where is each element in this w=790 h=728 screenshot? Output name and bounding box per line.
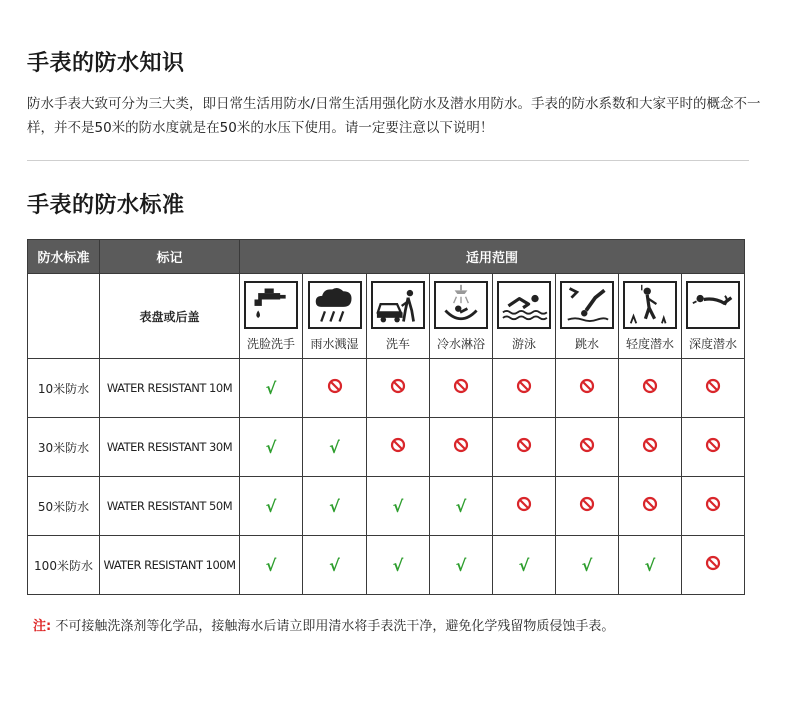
standard-title: 手表的防水标准 xyxy=(27,193,185,218)
activity-cell xyxy=(619,274,682,359)
activity-label: 雨水溅湿 xyxy=(310,337,359,351)
check-mark-icon: √ xyxy=(265,496,277,516)
table-row xyxy=(28,418,745,477)
standard-cell: 10米防水 xyxy=(28,359,100,418)
status-cell xyxy=(430,359,493,418)
no-symbol-icon xyxy=(705,378,721,398)
status-cell xyxy=(556,418,619,477)
header-row xyxy=(28,240,745,274)
check-mark-icon: √ xyxy=(329,496,340,516)
no-symbol-icon xyxy=(642,496,658,516)
no-symbol-icon xyxy=(705,496,721,516)
mark-placeholder: 表盘或后盖 xyxy=(100,274,240,359)
activity-label: 跳水 xyxy=(574,337,599,351)
status-cell xyxy=(682,536,745,595)
intro-paragraph: 防水手表大致可分为三大类，即日常生活用防水/日常生活用强化防水及潜水用防水。手表的防水系数和大家平时的概念不一样，并不是50米的防水度就是在50米的水压下使用。请一定要注意以下说明！ xyxy=(27,96,761,136)
faucet-icon xyxy=(244,281,298,329)
status-cell xyxy=(240,359,303,418)
no-symbol-icon xyxy=(453,378,469,398)
status-cell xyxy=(303,477,367,536)
no-symbol-icon xyxy=(390,378,406,398)
status-cell xyxy=(303,359,367,418)
no-symbol-icon xyxy=(705,555,721,575)
activity-cell xyxy=(240,274,303,359)
activity-label: 深度潜水 xyxy=(688,337,737,351)
knowledge-title: 手表的防水知识 xyxy=(27,51,185,76)
check-mark-icon: √ xyxy=(644,555,656,575)
activity-cell xyxy=(430,274,493,359)
no-symbol-icon xyxy=(516,437,532,457)
mark-cell: WATER RESISTANT 50M xyxy=(100,477,240,536)
check-mark-icon: √ xyxy=(265,437,277,457)
no-symbol-icon xyxy=(642,437,658,457)
header-scope: 适用范围 xyxy=(240,240,745,274)
status-cell xyxy=(493,536,556,595)
status-cell xyxy=(303,536,367,595)
check-mark-icon: √ xyxy=(581,555,593,575)
status-cell xyxy=(303,418,367,477)
table-row xyxy=(28,359,745,418)
status-cell xyxy=(367,477,430,536)
activity-label: 冷水淋浴 xyxy=(436,337,485,351)
no-symbol-icon xyxy=(705,437,721,457)
status-cell xyxy=(682,418,745,477)
activity-label: 轻度潜水 xyxy=(625,337,674,351)
no-symbol-icon xyxy=(579,378,595,398)
mark-cell: WATER RESISTANT 30M xyxy=(100,418,240,477)
check-mark-icon: √ xyxy=(455,555,467,575)
empty-standard-cell xyxy=(28,274,100,359)
no-symbol-icon xyxy=(390,437,406,457)
table-row xyxy=(28,536,745,595)
no-symbol-icon xyxy=(516,378,532,398)
mark-cell: WATER RESISTANT 10M xyxy=(100,359,240,418)
status-cell xyxy=(240,536,303,595)
no-symbol-icon xyxy=(579,496,595,516)
status-cell xyxy=(682,359,745,418)
status-cell xyxy=(619,536,682,595)
status-cell xyxy=(493,418,556,477)
status-cell xyxy=(367,536,430,595)
no-symbol-icon xyxy=(642,378,658,398)
no-symbol-icon xyxy=(327,378,343,398)
standard-cell: 100米防水 xyxy=(28,536,100,595)
activity-cell xyxy=(367,274,430,359)
header-mark: 标记 xyxy=(100,240,240,274)
status-cell xyxy=(619,477,682,536)
note-label: 注: xyxy=(33,619,52,634)
check-mark-icon: √ xyxy=(455,496,467,516)
activity-cell xyxy=(303,274,367,359)
status-cell xyxy=(367,359,430,418)
water-resistance-table xyxy=(27,239,745,595)
status-cell xyxy=(493,359,556,418)
shower-icon xyxy=(434,281,488,329)
status-cell xyxy=(556,359,619,418)
standard-cell: 50米防水 xyxy=(28,477,100,536)
status-cell xyxy=(430,536,493,595)
activity-row xyxy=(28,274,745,359)
diving-icon xyxy=(560,281,614,329)
check-mark-icon: √ xyxy=(329,437,340,457)
snorkel-icon xyxy=(623,281,677,329)
check-mark-icon: √ xyxy=(518,555,530,575)
check-mark-icon: √ xyxy=(265,555,277,575)
swimming-icon xyxy=(497,281,551,329)
status-cell xyxy=(240,418,303,477)
no-symbol-icon xyxy=(579,437,595,457)
status-cell xyxy=(556,477,619,536)
activity-cell xyxy=(493,274,556,359)
check-mark-icon: √ xyxy=(265,378,277,398)
status-cell xyxy=(493,477,556,536)
activity-label: 洗车 xyxy=(385,337,410,351)
status-cell xyxy=(430,418,493,477)
table-row xyxy=(28,477,745,536)
activity-label: 洗脸洗手 xyxy=(246,337,295,351)
status-cell xyxy=(556,536,619,595)
scuba-icon xyxy=(686,281,740,329)
status-cell xyxy=(619,359,682,418)
status-cell xyxy=(619,418,682,477)
status-cell xyxy=(430,477,493,536)
footnote xyxy=(33,615,614,634)
standard-cell: 30米防水 xyxy=(28,418,100,477)
status-cell xyxy=(682,477,745,536)
header-standard: 防水标准 xyxy=(28,240,100,274)
note-text: 不可接触洗涤剂等化学品，接触海水后请立即用清水将手表洗干净，避免化学残留物质侵蚀手表。 xyxy=(55,619,615,634)
no-symbol-icon xyxy=(516,496,532,516)
rain-cloud-icon xyxy=(308,281,362,329)
check-mark-icon: √ xyxy=(392,555,404,575)
car-wash-icon xyxy=(371,281,425,329)
check-mark-icon: √ xyxy=(392,496,404,516)
no-symbol-icon xyxy=(453,437,469,457)
section-divider xyxy=(27,160,749,161)
activity-label: 游泳 xyxy=(511,337,536,351)
activity-cell xyxy=(556,274,619,359)
check-mark-icon: √ xyxy=(329,555,340,575)
activity-cell xyxy=(682,274,745,359)
status-cell xyxy=(367,418,430,477)
status-cell xyxy=(240,477,303,536)
mark-cell: WATER RESISTANT 100M xyxy=(100,536,240,595)
